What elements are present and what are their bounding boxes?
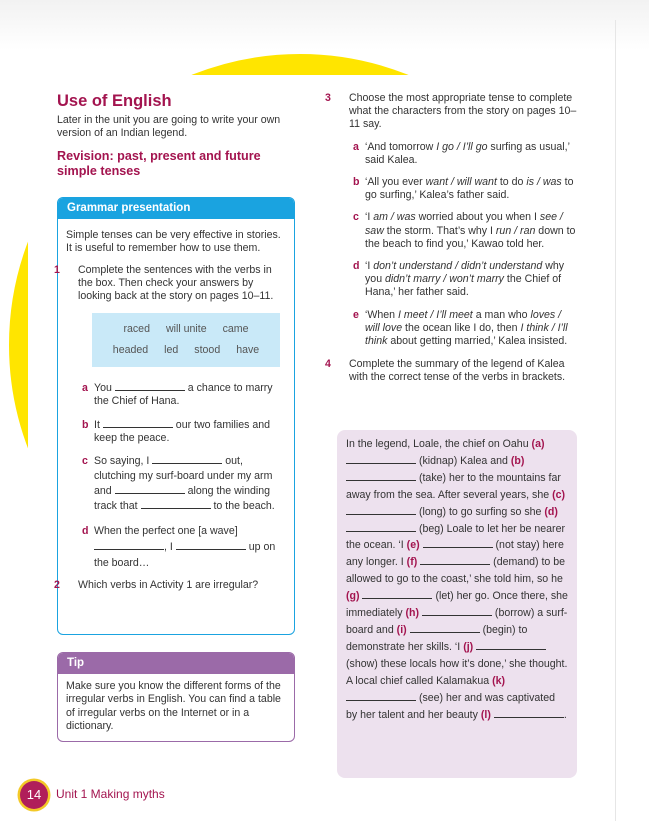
answer-blank[interactable] <box>94 540 164 550</box>
tense-options[interactable]: didn’t marry / won’t marry <box>385 273 504 286</box>
answer-blank[interactable] <box>420 555 490 565</box>
answer-blank[interactable] <box>494 708 564 718</box>
item-text: ‘And tomorrow <box>365 140 437 153</box>
answer-blank[interactable] <box>176 540 246 550</box>
page-number: 14 <box>20 781 48 809</box>
item-letter: b <box>353 176 360 189</box>
item-b <box>66 418 286 445</box>
q3-item-c <box>337 211 577 251</box>
item-text: about getting married,’ Kalea insisted. <box>387 335 568 348</box>
answer-blank[interactable] <box>103 418 173 428</box>
blank-label: (k) <box>492 674 506 687</box>
item-text: ‘All you ever <box>365 176 426 189</box>
item-text: When the perfect one [a wave] <box>94 525 238 538</box>
answer-blank[interactable] <box>346 454 416 464</box>
item-d <box>66 523 286 571</box>
section-header <box>57 91 297 179</box>
summary-text: (show) these locals how it’s done,’ she thought. A local chief called Kalamakua <box>346 657 568 687</box>
tense-options[interactable]: run / ran <box>495 224 536 237</box>
tip-text: Make sure you know the different forms of the irregular verbs in English. You can find a table of irregular verbs on the Internet or in a dictionary. <box>66 680 281 732</box>
intro-text: Later in the unit you are going to write your own version of an Indian legend. <box>57 114 281 140</box>
page-edge-line <box>615 20 616 821</box>
summary-text: (let) her go. Once there, she immediately <box>346 590 568 620</box>
tense-options[interactable]: loves / will love <box>365 308 562 334</box>
answer-blank[interactable] <box>476 640 546 650</box>
answer-blank[interactable] <box>152 454 222 464</box>
item-text: down to the beach to find you,’ Kawao told her. <box>365 224 576 250</box>
item-letter: d <box>82 525 89 538</box>
question-text: Choose the most appropriate tense to complete what the characters from the story on pages 10–11 say. <box>349 92 577 131</box>
item-text: our two families and keep the peace. <box>94 418 271 444</box>
item-letter: b <box>82 418 89 431</box>
item-text: So saying, I <box>94 455 150 468</box>
item-text: ‘I <box>365 211 374 224</box>
item-letter: e <box>353 308 359 321</box>
blank-label: (b) <box>510 454 525 467</box>
summary-text: (see) her and was captivated by her talent and her beauty <box>346 691 555 721</box>
answer-blank[interactable] <box>422 606 492 616</box>
item-text: a chance to marry the Chief of Hana. <box>94 382 273 408</box>
tense-options[interactable]: see / saw <box>365 211 563 237</box>
summary-text: In the legend, Loale, the chief on Oahu <box>346 438 529 450</box>
question-text: Complete the sentences with the verbs in the box. Then check your answers by looking back at the story on pages 10–11. <box>78 263 274 303</box>
answer-blank[interactable] <box>346 471 416 481</box>
blank-label: (a) <box>531 438 545 450</box>
question-4 <box>325 358 577 384</box>
verb: raced <box>123 323 150 336</box>
grammar-box-title: Grammar presentation <box>58 198 294 219</box>
question-number: 4 <box>325 358 331 371</box>
blank-label: (h) <box>405 607 420 620</box>
answer-blank[interactable] <box>410 623 480 633</box>
blank-label: (j) <box>463 640 474 653</box>
section-subtitle: Revision: past, present and future simple tenses <box>57 149 261 179</box>
question-number: 3 <box>325 92 331 104</box>
item-text: why you <box>365 260 565 286</box>
unit-title: Unit 1 Making myths <box>56 787 165 801</box>
q3-item-a <box>337 141 577 167</box>
answer-blank[interactable] <box>362 589 432 599</box>
blank-label: (g) <box>346 590 360 603</box>
answer-blank[interactable] <box>346 691 416 701</box>
item-text: to do <box>496 176 527 189</box>
summary-text: (not stay) here any longer. I <box>346 539 564 569</box>
item-c <box>66 454 286 514</box>
item-text: to go surfing,’ Kalea’s father said. <box>365 176 574 202</box>
item-text: out, clutching my surf-board under my arm and <box>94 455 273 498</box>
item-text: to the beach. <box>213 500 275 513</box>
item-letter: c <box>353 211 359 224</box>
right-column <box>325 92 577 385</box>
tense-options[interactable]: I think / I’ll think <box>365 321 568 348</box>
item-text: It <box>94 418 100 431</box>
item-text: worried about you when I <box>415 211 540 224</box>
answer-blank[interactable] <box>346 522 416 532</box>
grammar-presentation-box <box>54 197 295 635</box>
item-letter: a <box>82 382 88 395</box>
item-text: along the winding track that <box>94 485 271 513</box>
question-3 <box>325 92 577 132</box>
page-title: Use of English <box>57 92 172 110</box>
q3-item-b <box>337 176 577 202</box>
verb-box <box>92 313 280 367</box>
q3-item-d <box>337 260 577 300</box>
summary-text: . <box>563 708 567 721</box>
tense-options[interactable]: don’t understand / didn’t understand <box>373 260 543 273</box>
tense-options[interactable]: want / will want <box>425 176 497 189</box>
grammar-intro: Simple tenses can be very effective in stories. It is useful to remember how to use them. <box>66 229 281 255</box>
verb: came <box>222 323 249 336</box>
item-text: , I <box>164 541 173 554</box>
verb: have <box>236 344 260 357</box>
question-text: Which verbs in Activity 1 are irregular? <box>78 579 259 592</box>
question-number: 2 <box>54 579 60 592</box>
summary-text: (demand) to be allowed to go to the coast,’ she told him, so he <box>346 556 566 586</box>
blank-label: (c) <box>552 488 566 501</box>
question-1 <box>54 263 286 304</box>
question-2 <box>54 579 286 592</box>
summary-text: (beg) Loale to let her be nearer the ocean. ‘I <box>346 522 566 552</box>
item-letter: a <box>353 140 359 153</box>
item-text: surfing as usual,’ said Kalea. <box>365 140 570 166</box>
item-letter: d <box>353 260 360 273</box>
tense-options[interactable]: am / was <box>373 211 416 224</box>
summary-box <box>337 430 577 778</box>
summary-text: (take) her to the mountains far away from the sea. After several years, she <box>346 471 561 501</box>
blank-label: (d) <box>544 505 558 518</box>
answer-blank[interactable] <box>141 499 211 509</box>
tense-options[interactable]: I meet / I’ll meet <box>397 308 473 321</box>
answer-blank[interactable] <box>115 381 185 391</box>
item-text: a man who <box>472 308 531 321</box>
blank-label: (f) <box>406 556 418 569</box>
item-a <box>66 381 286 408</box>
tip-box <box>57 652 295 742</box>
tense-options[interactable]: I go / I’ll go <box>436 140 488 153</box>
item-text: ‘I <box>365 260 374 273</box>
blank-label: (e) <box>406 539 420 552</box>
q3-item-e <box>337 309 577 349</box>
question-number: 1 <box>54 263 60 276</box>
answer-blank[interactable] <box>115 484 185 494</box>
tense-options[interactable]: is / was <box>526 176 562 189</box>
item-text: You <box>94 382 112 395</box>
blank-label: (i) <box>396 623 407 636</box>
item-letter: c <box>82 455 88 468</box>
blank-label: (l) <box>480 708 491 721</box>
item-text: up on the board… <box>94 541 276 570</box>
summary-text: (long) to go surfing so she <box>418 505 542 518</box>
item-text: ‘When <box>365 308 398 321</box>
item-text: the ocean like I do, then <box>402 321 521 334</box>
tip-title: Tip <box>58 653 294 674</box>
summary-text: (kidnap) Kalea and <box>418 454 508 467</box>
summary-text: (begin) to demonstrate her skills. ‘I <box>346 623 528 653</box>
answer-blank[interactable] <box>423 538 493 548</box>
item-text: the Chief of Hana,’ her father said. <box>365 273 562 299</box>
verb: stood <box>194 344 221 357</box>
question-text: Complete the summary of the legend of Kalea with the correct tense of the verbs in brackets. <box>349 358 566 384</box>
answer-blank[interactable] <box>346 505 416 515</box>
verb: led <box>164 344 179 357</box>
summary-text: (borrow) a surf-board and <box>346 607 568 636</box>
item-text: the storm. That’s why I <box>383 224 496 237</box>
verb: will unite <box>165 323 207 336</box>
verb: headed <box>112 344 149 357</box>
